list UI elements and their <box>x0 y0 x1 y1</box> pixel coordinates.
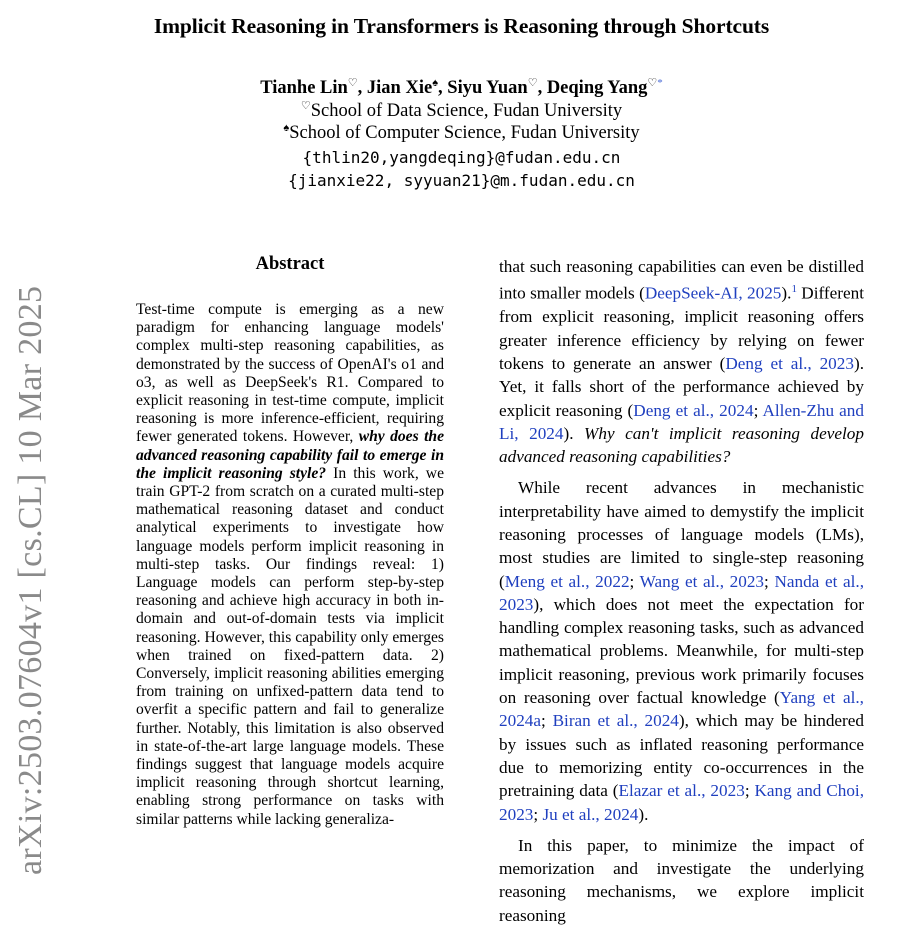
author-name: Jian Xie <box>366 78 433 99</box>
affiliation-mark: ♠ <box>432 77 439 89</box>
paper-title: Implicit Reasoning in Transformers is Reasoning through Shortcuts <box>153 14 770 38</box>
affiliation-mark: ♡ <box>527 77 538 89</box>
citation-link[interactable]: Kang and Choi, 2023 <box>499 781 864 824</box>
author-name: Deqing Yang <box>546 78 648 99</box>
citation-link[interactable]: DeepSeek-AI, 2025 <box>644 284 782 304</box>
citation-link[interactable]: Biran et al., 2024 <box>552 711 679 731</box>
citation-link[interactable]: Deng et al., 2024 <box>633 400 754 420</box>
abstract-heading: Abstract <box>255 254 325 274</box>
citation-link[interactable]: Nanda et al., 2023 <box>499 571 864 614</box>
affiliation-mark: ♡ <box>647 77 658 89</box>
author-name: Tianhe Lin <box>260 78 348 99</box>
abstract-body: Test-time compute is emerging as a new paradigm for enhancing language models' complex multi-step reasoning capabilities, as demonstrated by the success of OpenAI's o1 and o3, as well as DeepSeek's R1. Compared to explicit reasoning in test-time compute, implicit reasoning is more inference-efficient, requiring fewer generated tokens. However, why does the advanced reasoning capability fail to emerge in the implicit reasoning style? In this work, we train GPT-2 from scratch on a curated multi-step mathematical reasoning dataset and conduct analytical experiments to investigate how language models perform implicit reasoning in multi-step tasks. Our findings reveal: 1) Language models can perform step-by-step reasoning and achieve high accuracy in both in-domain and out-of-domain tests via implicit reasoning. However, this capability only emerges when trained on fixed-pattern data. 2) Conversely, implicit reasoning abilities emerging from training on unfixed-pattern data tend to overfit a specific pattern and fail to generalize further. Notably, this limitation is also observed in state-of-the-art large language models. These findings suggest that language models acquire implicit reasoning through shortcut learning, enabling strong performance on tasks with similar patterns while lacking generaliza- <box>136 301 444 828</box>
affiliation-mark: ♠ <box>283 122 290 134</box>
citation-link[interactable]: Yang et al., 2024a <box>499 688 864 731</box>
corresponding-author-mark[interactable]: * <box>657 77 663 89</box>
citation-link[interactable]: Allen-Zhu and Li, 2024 <box>499 400 864 443</box>
email-line[interactable]: {jianxie22, syyuan21}@m.fudan.edu.cn <box>288 171 635 190</box>
citation-link[interactable]: Meng et al., 2022 <box>504 571 630 591</box>
affiliation-mark: ♡ <box>347 77 358 89</box>
email-line[interactable]: {thlin20,yangdeqing}@fudan.edu.cn <box>302 148 621 167</box>
arxiv-watermark: arXiv:2503.07604v1 [cs.CL] 10 Mar 2025 <box>12 285 49 875</box>
intro-column <box>499 255 864 927</box>
affiliation-line: ♠School of Computer Science, Fudan University <box>283 122 640 144</box>
author-name: Siyu Yuan <box>447 78 528 99</box>
affiliation-mark: ♡ <box>300 100 311 112</box>
citation-link[interactable]: Elazar et al., 2023 <box>618 781 745 801</box>
affiliation-line: ♡School of Data Science, Fudan University <box>300 100 623 122</box>
intro-paragraph: In this paper, to minimize the impact of memorization and investigate the underlying reasoning mechanisms, we explore implicit reasoning <box>499 835 864 925</box>
research-question: why does the advanced reasoning capability fail to emerge in the implicit reasoning style? <box>136 428 444 482</box>
intro-paragraph: While recent advances in mechanistic interpretability have aimed to demystify the implicit reasoning processes of language models (LMs), most studies are limited to single-step reasoning (Meng et al., 2022; Wang et al., 2023; Nanda et al., 2023), which does not meet the expectation for handling complex reasoning tasks, such as advanced mathematical problems. Meanwhile, for multi-step implicit reasoning, previous work primarily focuses on reasoning over factual knowledge (Yang et al., 2024a; Biran et al., 2024), which may be hindered by issues such as inflated reasoning performance due to memorizing entity co-occurrences in the pretraining data (Elazar et al., 2023; Kang and Choi, 2023; Ju et al., 2024). <box>499 478 864 824</box>
citation-link[interactable]: Deng et al., 2023 <box>725 353 854 373</box>
intro-paragraph: that such reasoning capabilities can even be distilled into smaller models (DeepSeek-AI, 2025).$^1$ Different from explicit reasoning, implicit reasoning offers greater inference efficiency by relying on fewer tokens to generate an answer (Deng et al., 2023). Yet, it falls short of the performance achieved by explicit reasoning (Deng et al., 2024; Allen-Zhu and Li, 2024). Why can't implicit reasoning develop advanced reasoning capabilities? <box>499 257 864 467</box>
citation-link[interactable]: Ju et al., 2024 <box>542 804 639 824</box>
citation-link[interactable]: Wang et al., 2023 <box>639 571 765 591</box>
author-list: Tianhe Lin♡, Jian Xie♠, Siyu Yuan♡, Deqing Yang♡* <box>260 77 663 99</box>
research-question: Why can't implicit reasoning develop advanced reasoning capabilities? <box>499 423 864 467</box>
footnote-link[interactable]: 1 <box>791 283 797 296</box>
